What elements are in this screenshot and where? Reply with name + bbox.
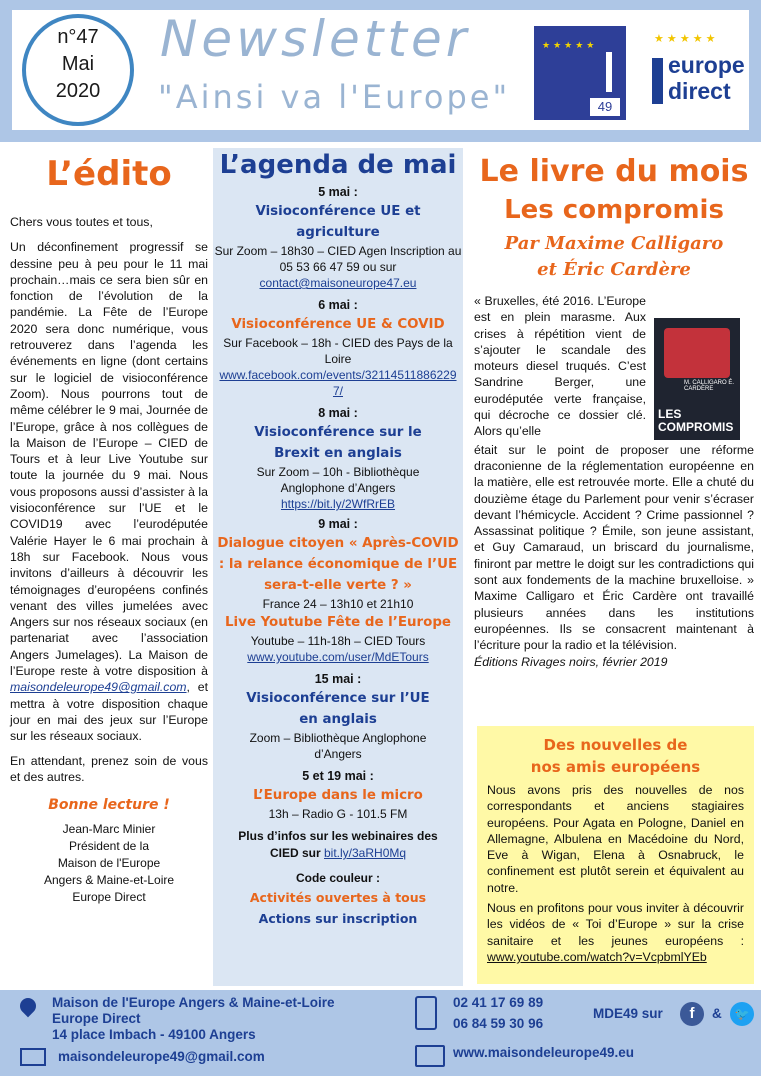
event-link[interactable]: www.youtube.com/user/MdETours	[247, 650, 429, 664]
event-title: Visioconférence UE et agriculture	[255, 204, 421, 240]
footer-org-line2: Europe Direct	[52, 1011, 141, 1026]
book-summary-top: « Bruxelles, été 2016. L’Europe est en plein marasme. Aux crises à répétition vient de s’ajouter le scandale des moteurs diesel truqués. C’est Sandrine Berger, une eurodéputée verte française, qui décroche ce dossier clé. Alors qu’elle	[474, 294, 646, 439]
email-link[interactable]: maisondeleurope49@gmail.com	[10, 680, 187, 695]
event-info: Youtube – 11h-18h – CIED Tours	[250, 634, 426, 648]
social-amp: &	[712, 1006, 722, 1021]
cover-title: LES COMPROMIS	[658, 407, 734, 434]
event-date: 5 et 19 mai :	[302, 769, 374, 783]
signature-line: Jean-Marc Minier	[62, 822, 156, 837]
event-info: Sur Facebook – 18h - CIED des Pays de la Loire	[223, 336, 453, 366]
edito-paragraph	[10, 239, 208, 744]
issue-badge	[22, 14, 134, 126]
color-code-open: Activités ouvertes à tous	[249, 890, 427, 905]
color-code-label: Code couleur :	[295, 871, 380, 885]
color-code-register: Actions sur inscription	[258, 911, 418, 926]
footer-phone2[interactable]: 06 84 59 30 96	[453, 1016, 544, 1031]
issue-month: Mai	[61, 53, 95, 75]
logo-line1: europe	[668, 52, 745, 78]
agenda-event	[213, 184, 463, 291]
header-banner	[0, 0, 761, 142]
book-column	[474, 148, 754, 670]
event-title: Dialogue citoyen « Après-COVID : la relance économique de l’UE sera-t-elle verte ? »	[217, 536, 459, 593]
signature	[10, 821, 208, 906]
flag-stripe	[606, 52, 612, 92]
mail-icon	[20, 1048, 46, 1066]
book-section-title: Le livre du mois	[479, 154, 749, 189]
phone-icon	[415, 996, 437, 1030]
news-box	[477, 726, 754, 984]
flag-number: 49	[590, 98, 620, 116]
website-icon	[415, 1045, 445, 1067]
agenda-title: L’agenda de mai	[219, 150, 457, 180]
event-title: Live Youtube Fête de l’Europe	[224, 615, 452, 630]
edito-text-before: Un déconfinement progressif se dessine peu à peu pour le 11 mai prochain…mais ce sera bien sûr en fonction de l’évolution de la pandémie. La Fête de l’Europe 2020 sera donc numérique, vous retrouverez dans l’agenda les événements en ligne (dont certains sur le logiciel de visioconférence Zoom). Nous pourrons tout de même célébrer le 9 mai, Journée de l’Europe, grâce à nos collègues de la Maison de l’Europe – CIED de Tours et à leur Live Youtube sur toute la journée du 9 mai. Nous vous proposons aussi d’assister à la visioconférence sur l’UE et le COVID19 avec l’eurodéputée Valérie Hayer le 6 mai prochain à 18h sur Facebook. Nous vous invitons d’ailleurs à découvrir les témoignages d’européens confinés venant des villes jumelées avec Angers sur nos réseaux sociaux (en partenariat avec l’association Angers Jumelages). La Maison de l’Europe reste à votre disposition à	[10, 240, 208, 679]
event-info: 13h – Radio G - 101.5 FM	[268, 807, 408, 821]
edito-text-after: , et mettra à votre disposition chaque jour en mai des jeux sur l’Europe sur les réseaux sociaux.	[10, 680, 208, 744]
agenda-event	[213, 671, 463, 762]
event-info: Sur Zoom – 18h30 – CIED Agen Inscription au 05 53 66 47 59 ou sur	[214, 244, 462, 274]
event-title: Visioconférence UE & COVID	[231, 317, 445, 332]
issue-number: n°47	[57, 26, 99, 48]
social-label: MDE49 sur	[593, 1006, 663, 1021]
news-paragraph: Nous avons pris des nouvelles de nos correspondants et anciens stagiaires européens. Pour Agata en Pologne, Daniel en Allemagne, Albulena en Macédoine du Nord, Eve à Wigan, Elena à Osnabruck, le confinement est plutôt serein et équivalent au notre.	[487, 783, 744, 895]
eu-flag-logo	[534, 26, 626, 120]
event-date: 5 mai :	[318, 185, 358, 199]
event-date: 6 mai :	[318, 298, 358, 312]
more-info	[213, 828, 463, 862]
event-title: L’Europe dans le micro	[253, 788, 423, 803]
event-link[interactable]: https://bit.ly/2WfRrEB	[280, 497, 396, 511]
signature-line: Europe Direct	[72, 890, 146, 905]
twitter-icon[interactable]: 🐦	[730, 1002, 754, 1026]
agenda-event	[213, 516, 463, 612]
footer-email[interactable]: maisondeleurope49@gmail.com	[58, 1049, 265, 1064]
europe-direct-logo	[646, 32, 745, 118]
cover-art	[664, 328, 730, 378]
authors-line1: Par Maxime Calligaro	[504, 233, 724, 254]
event-title: Visioconférence sur le Brexit en anglais	[254, 425, 422, 461]
stars-icon: ★★★★★	[542, 40, 598, 50]
signature-line: Angers & Maine-et-Loire	[43, 873, 175, 888]
news-link[interactable]: www.youtube.com/watch?v=VcpbmlYEb	[487, 949, 707, 964]
news-paragraph-2	[487, 900, 744, 965]
footer	[0, 990, 761, 1076]
issue-year: 2020	[55, 80, 101, 102]
news-text	[477, 782, 754, 965]
event-link[interactable]: contact@maisoneurope47.eu	[259, 276, 417, 290]
event-title: Visioconférence sur l’UE en anglais	[246, 691, 430, 727]
bonne-lecture: Bonne lecture !	[48, 797, 170, 814]
news-title	[477, 734, 754, 778]
book-publisher: Éditions Rivages noirs, février 2019	[474, 654, 668, 669]
news-title-line1: Des nouvelles de	[543, 736, 688, 754]
event-info: France 24 – 13h10 et 21h10	[262, 597, 414, 611]
agenda-event	[213, 612, 463, 665]
event-info: Zoom – Bibliothèque Anglophone d’Angers	[249, 731, 427, 761]
signature-line: Président de la	[68, 839, 150, 854]
event-date: 15 mai :	[314, 672, 362, 686]
event-info: Sur Zoom – 10h - Bibliothèque Anglophone d’Angers	[256, 465, 420, 495]
more-info-link[interactable]: bit.ly/3aRH0Mq	[324, 846, 407, 860]
logo-line2: direct	[668, 78, 731, 104]
cover-authors: M. CALLIGARO É. CARDÈRE	[684, 380, 735, 392]
book-cover	[654, 318, 740, 440]
edito-title: L’édito	[46, 154, 172, 194]
book-title: Les compromis	[504, 195, 724, 225]
agenda-event	[213, 405, 463, 512]
edito-column	[10, 148, 208, 906]
stars-icon: ★ ★ ★ ★ ★	[654, 33, 716, 45]
agenda-event	[213, 297, 463, 399]
facebook-icon[interactable]: f	[680, 1002, 704, 1026]
footer-website[interactable]: www.maisondeleurope49.eu	[453, 1045, 635, 1060]
agenda-event	[213, 768, 463, 822]
event-date: 8 mai :	[318, 406, 358, 420]
footer-phone1[interactable]: 02 41 17 69 89	[453, 995, 544, 1010]
info-bar-icon	[652, 58, 663, 104]
more-info-text: Plus d’infos sur les webinaires des CIED sur	[238, 829, 438, 860]
footer-org-line1: Maison de l'Europe Angers & Maine-et-Loire	[52, 995, 335, 1010]
signature-line: Maison de l'Europe	[57, 856, 161, 871]
book-summary: était sur le point de proposer une réforme draconienne de la réglementation européenne en la matière, elle est retrouvée morte. Elle a chuté du douzième étage du Parlement pour venir s’écraser devant l’hémicycle. Accident ? Crime passionnel ? Assassinat politique ? Émile, son jeune assistant, et Guy Camaraud, un briscard du journalisme, finiront par mettre le doigt sur les contradictions qui sont aux fondements de la machine bruxelloise. » Maxime Calligaro et Éric Cardère ont travaillé plusieurs années dans les institutions européennes. Ils se consacrent maintenant à l’écriture pour la radio et la télévision.	[474, 442, 754, 653]
newsletter-title: Newsletter	[160, 10, 471, 68]
book-authors	[474, 231, 754, 283]
edito-greeting: Chers vous toutes et tous,	[10, 215, 153, 229]
event-date: 9 mai :	[318, 517, 358, 531]
news-invite: Nous en profitons pour vous inviter à découvrir les vidéos de « Toi d’Europe » sur la crise sanitaire et les jeunes européens :	[487, 901, 744, 948]
news-title-line2: nos amis européens	[530, 758, 701, 776]
agenda-column	[213, 148, 463, 986]
location-pin-icon	[17, 995, 40, 1018]
edito-closing-paragraph: En attendant, prenez soin de vous et des autres.	[10, 753, 208, 784]
footer-address: 14 place Imbach - 49100 Angers	[52, 1027, 256, 1042]
event-link[interactable]: www.facebook.com/events/321145118862297/	[219, 368, 457, 398]
authors-line2: et Éric Cardère	[537, 259, 691, 280]
newsletter-subtitle: "Ainsi va l'Europe"	[158, 78, 511, 116]
